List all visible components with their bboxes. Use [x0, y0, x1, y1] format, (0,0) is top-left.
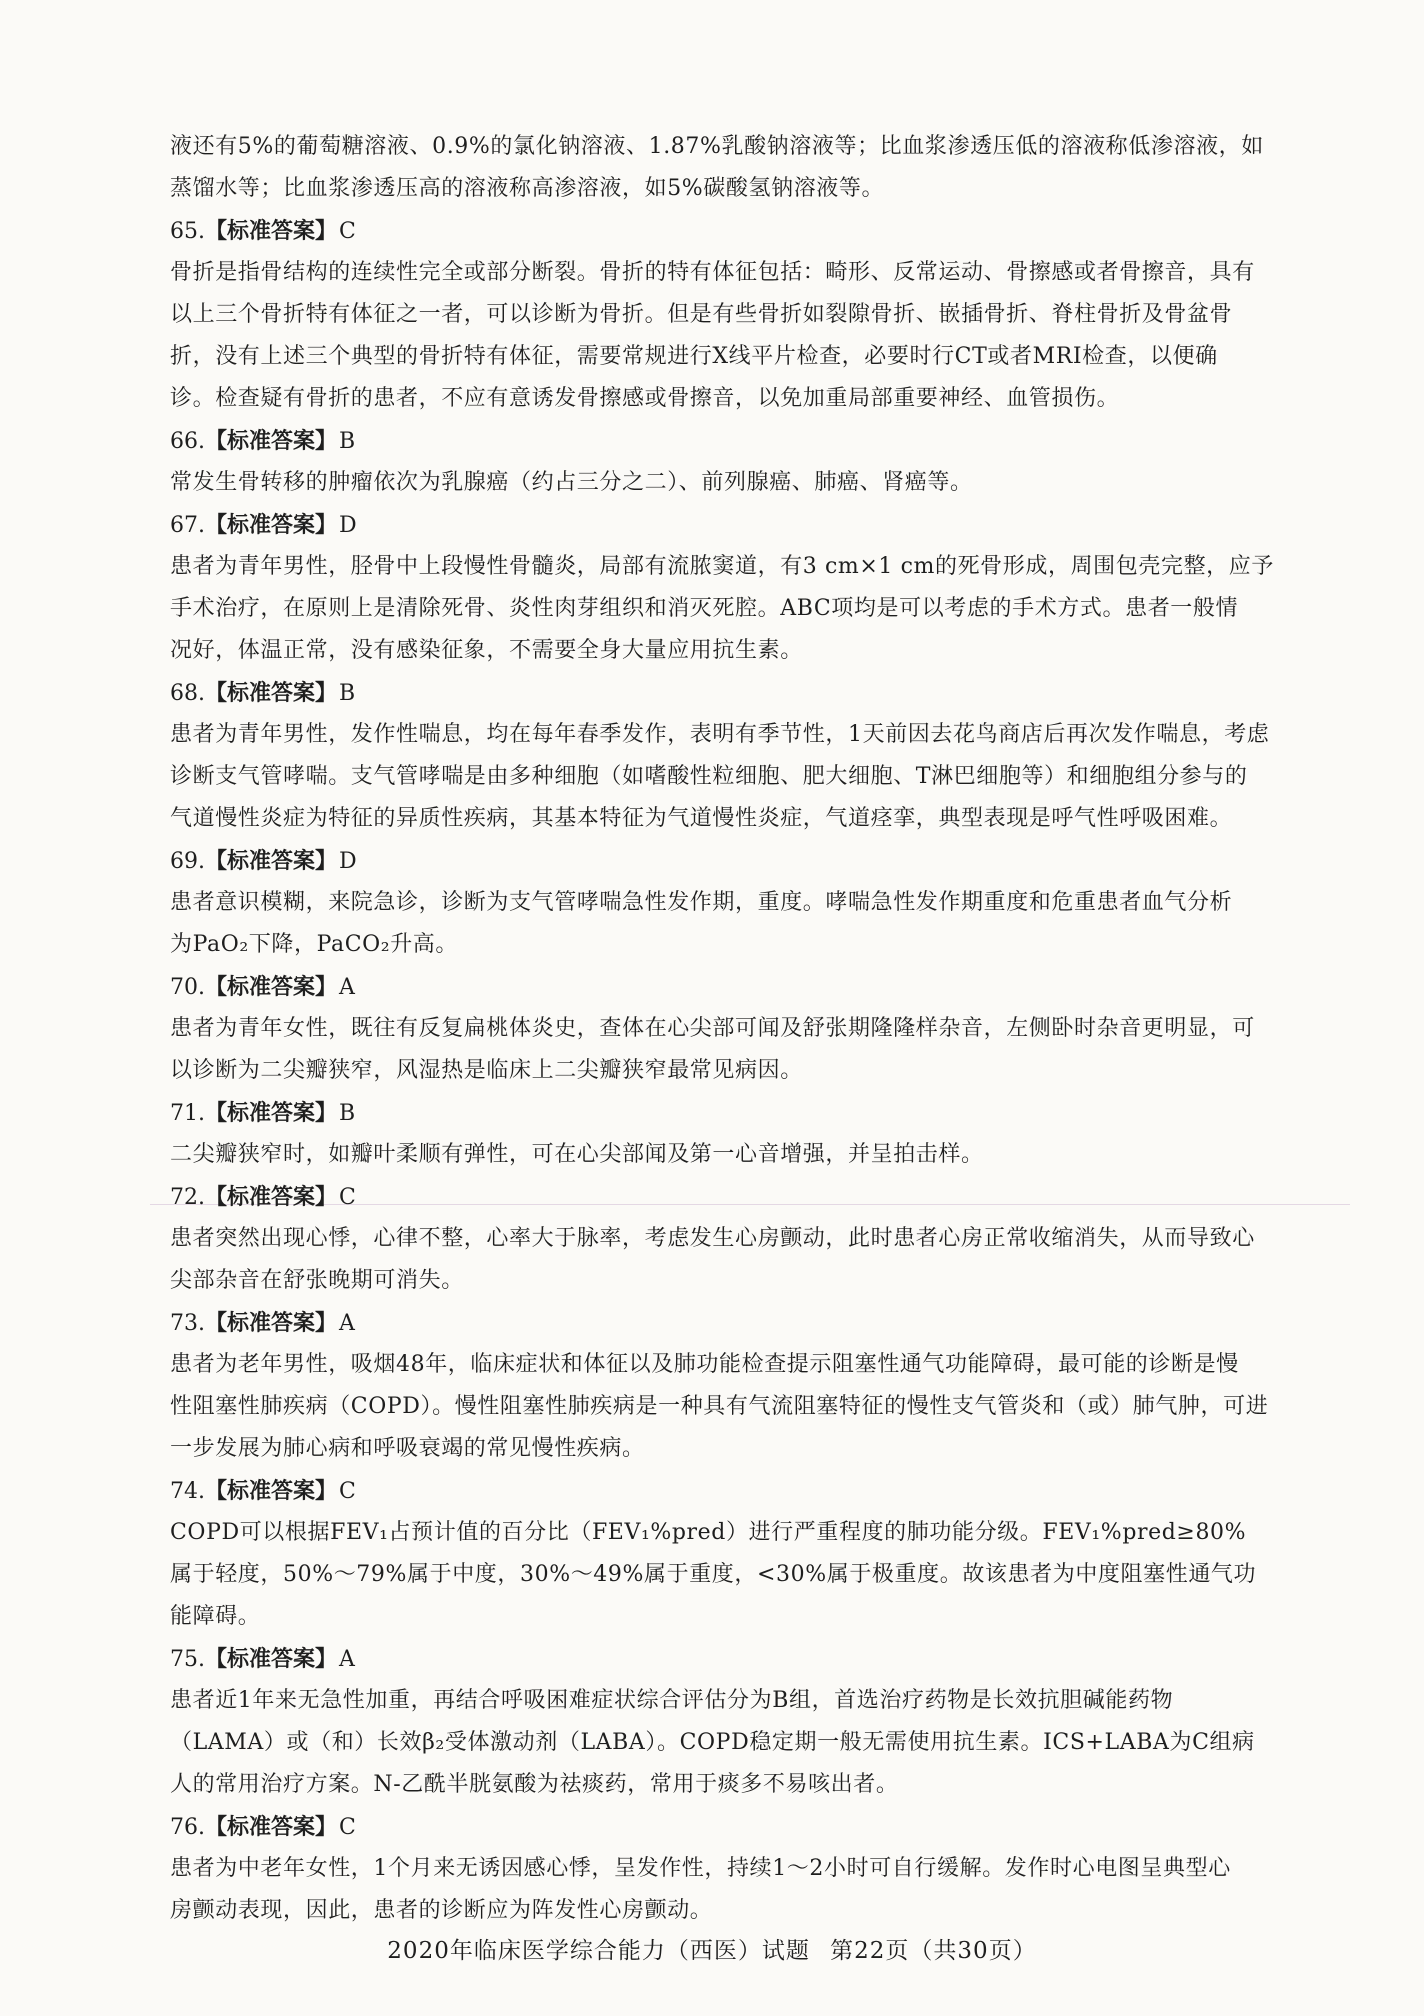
text-line: 人的常用治疗方案。N-乙酰半胱氨酸为祛痰药，常用于痰多不易咳出者。 — [170, 1772, 899, 1797]
answer-content — [170, 126, 1320, 1932]
text-line: 患者意识模糊，来院急诊，诊断为支气管哮喘急性发作期，重度。哮喘急性发作期重度和危重患者血气分析 — [170, 890, 1233, 915]
standard-answer-label: 【标准答案】 — [205, 1100, 338, 1126]
answer-item — [170, 210, 1320, 420]
text-line: 二尖瓣狭窄时，如瓣叶柔顺有弹性，可在心尖部闻及第一心音增强，并呈拍击样。 — [170, 1142, 984, 1167]
answer-letter: C — [339, 219, 356, 244]
answer-letter: A — [339, 1647, 355, 1672]
text-line: 一步发展为肺心病和呼吸衰竭的常见慢性疾病。 — [170, 1436, 645, 1461]
answer-heading — [170, 1806, 1320, 1848]
text-line: 液还有5%的葡萄糖溶液、0.9%的氯化钠溶液、1.87%乳酸钠溶液等；比血浆渗透压低的溶液称低渗溶液，如 — [170, 134, 1264, 159]
text-line: 诊。检查疑有骨折的患者，不应有意诱发骨擦感或骨擦音，以免加重局部重要神经、血管损伤。 — [170, 386, 1120, 411]
question-number: 75. — [170, 1647, 205, 1672]
text-line: 尖部杂音在舒张晚期可消失。 — [170, 1268, 464, 1293]
answer-heading — [170, 1470, 1320, 1512]
text-line: 患者近1年来无急性加重，再结合呼吸困难症状综合评估分为B组，首选治疗药物是长效抗胆碱能药物 — [170, 1688, 1174, 1713]
text-line: 况好，体温正常，没有感染征象，不需要全身大量应用抗生素。 — [170, 638, 803, 663]
explanation — [170, 714, 1320, 840]
answer-item — [170, 1638, 1320, 1806]
answer-heading — [170, 420, 1320, 462]
answer-letter: C — [339, 1185, 356, 1210]
text-line: 患者为中老年女性，1个月来无诱因感心悸，呈发作性，持续1～2小时可自行缓解。发作时心电图呈典型心 — [170, 1856, 1231, 1881]
text-line: 气道慢性炎症为特征的异质性疾病，其基本特征为气道慢性炎症，气道痉挛，典型表现是呼气性呼吸困难。 — [170, 806, 1233, 831]
answer-item — [170, 840, 1320, 966]
standard-answer-label: 【标准答案】 — [205, 1814, 338, 1840]
explanation — [170, 1680, 1320, 1806]
text-line: 以诊断为二尖瓣狭窄，风湿热是临床上二尖瓣狭窄最常见病因。 — [170, 1058, 803, 1083]
explanation — [170, 1344, 1320, 1470]
answer-heading — [170, 840, 1320, 882]
question-number: 65. — [170, 219, 205, 244]
text-line: 患者为青年男性，发作性喘息，均在每年春季发作，表明有季节性，1天前因去花鸟商店后再次发作喘息，考虑 — [170, 722, 1270, 747]
answer-heading — [170, 672, 1320, 714]
answer-heading — [170, 1092, 1320, 1134]
intro-paragraph — [170, 126, 1320, 210]
question-number: 71. — [170, 1101, 205, 1126]
explanation — [170, 252, 1320, 420]
standard-answer-label: 【标准答案】 — [205, 512, 338, 538]
text-line: 患者为青年女性，既往有反复扁桃体炎史，查体在心尖部可闻及舒张期隆隆样杂音，左侧卧时杂音更明显，可 — [170, 1016, 1255, 1041]
explanation — [170, 1008, 1320, 1092]
text-line: 以上三个骨折特有体征之一者，可以诊断为骨折。但是有些骨折如裂隙骨折、嵌插骨折、脊柱骨折及骨盆骨 — [170, 302, 1233, 327]
question-number: 70. — [170, 975, 205, 1000]
text-line: 属于轻度，50%～79%属于中度，30%～49%属于重度，<30%属于极重度。故该患者为中度阻塞性通气功 — [170, 1562, 1257, 1587]
answer-item — [170, 1470, 1320, 1638]
explanation — [170, 1848, 1320, 1932]
question-number: 76. — [170, 1815, 205, 1840]
answer-heading — [170, 504, 1320, 546]
text-line: 为PaO₂下降，PaCO₂升高。 — [170, 932, 459, 957]
standard-answer-label: 【标准答案】 — [205, 848, 338, 874]
answer-letter: D — [339, 849, 357, 874]
text-line: 骨折是指骨结构的连续性完全或部分断裂。骨折的特有体征包括：畸形、反常运动、骨擦感或者骨擦音，具有 — [170, 260, 1255, 285]
text-line: 折，没有上述三个典型的骨折特有体征，需要常规进行X线平片检查，必要时行CT或者MRI检查，以便确 — [170, 344, 1218, 369]
standard-answer-label: 【标准答案】 — [205, 1646, 338, 1672]
answer-heading — [170, 1638, 1320, 1680]
answer-letter: D — [339, 513, 357, 538]
question-number: 67. — [170, 513, 205, 538]
text-line: 蒸馏水等；比血浆渗透压高的溶液称高渗溶液，如5%碳酸氢钠溶液等。 — [170, 176, 885, 201]
answer-letter: A — [339, 1311, 355, 1336]
text-line: 患者为老年男性，吸烟48年，临床症状和体征以及肺功能检查提示阻塞性通气功能障碍，最可能的诊断是慢 — [170, 1352, 1239, 1377]
answer-item — [170, 1176, 1320, 1302]
standard-answer-label: 【标准答案】 — [205, 1184, 338, 1210]
explanation — [170, 882, 1320, 966]
answer-item — [170, 420, 1320, 504]
question-number: 74. — [170, 1479, 205, 1504]
text-line: （LAMA）或（和）长效β₂受体激动剂（LABA）。COPD稳定期一般无需使用抗生素。ICS+LABA为C组病 — [170, 1730, 1255, 1755]
explanation — [170, 1134, 1320, 1176]
answer-letter: B — [339, 429, 356, 454]
page-footer — [0, 1932, 1424, 1965]
answer-item — [170, 966, 1320, 1092]
answer-heading — [170, 1302, 1320, 1344]
explanation — [170, 1218, 1320, 1302]
question-number: 69. — [170, 849, 205, 874]
explanation — [170, 1512, 1320, 1638]
text-line: 常发生骨转移的肿瘤依次为乳腺癌（约占三分之二）、前列腺癌、肺癌、肾癌等。 — [170, 470, 973, 495]
standard-answer-label: 【标准答案】 — [205, 680, 338, 706]
question-number: 68. — [170, 681, 205, 706]
text-line: 性阻塞性肺疾病（COPD）。慢性阻塞性肺疾病是一种具有气流阻塞特征的慢性支气管炎和（或）肺气肿，可进 — [170, 1394, 1269, 1419]
answer-item — [170, 672, 1320, 840]
answer-letter: B — [339, 681, 356, 706]
standard-answer-label: 【标准答案】 — [205, 974, 338, 1000]
text-line: 患者突然出现心悸，心律不整，心率大于脉率，考虑发生心房颤动，此时患者心房正常收缩消失，从而导致心 — [170, 1226, 1255, 1251]
standard-answer-label: 【标准答案】 — [205, 1478, 338, 1504]
standard-answer-label: 【标准答案】 — [205, 428, 338, 454]
text-line: 诊断支气管哮喘。支气管哮喘是由多种细胞（如嗜酸性粒细胞、肥大细胞、T淋巴细胞等）和细胞组分参与的 — [170, 764, 1248, 789]
exam-title: 2020年临床医学综合能力（西医）试题 — [387, 1938, 810, 1964]
explanation — [170, 462, 1320, 504]
text-line: 能障碍。 — [170, 1604, 261, 1629]
answer-letter: C — [339, 1479, 356, 1504]
text-line: 房颤动表现，因此，患者的诊断应为阵发性心房颤动。 — [170, 1898, 713, 1923]
text-line: 患者为青年男性，胫骨中上段慢性骨髓炎，局部有流脓窦道，有3 cm×1 cm的死骨形成，周围包壳完整，应予 — [170, 554, 1274, 579]
answer-heading — [170, 210, 1320, 252]
question-number: 66. — [170, 429, 205, 454]
answer-letter: B — [339, 1101, 356, 1126]
standard-answer-label: 【标准答案】 — [205, 1310, 338, 1336]
standard-answer-label: 【标准答案】 — [205, 218, 338, 244]
question-number: 72. — [170, 1185, 205, 1210]
text-line: 手术治疗，在原则上是清除死骨、炎性肉芽组织和消灭死腔。ABC项均是可以考虑的手术方式。患者一般情 — [170, 596, 1239, 621]
answer-heading — [170, 966, 1320, 1008]
answer-heading — [170, 1176, 1320, 1218]
explanation — [170, 546, 1320, 672]
answer-item — [170, 1302, 1320, 1470]
answer-item — [170, 1092, 1320, 1176]
text-line: COPD可以根据FEV₁占预计值的百分比（FEV₁%pred）进行严重程度的肺功能分级。FEV₁%pred≥80% — [170, 1520, 1247, 1545]
page-number: 第22页（共30页） — [830, 1938, 1037, 1964]
question-list — [170, 210, 1320, 1932]
question-number: 73. — [170, 1311, 205, 1336]
answer-letter: C — [339, 1815, 356, 1840]
answer-item — [170, 504, 1320, 672]
answer-letter: A — [339, 975, 355, 1000]
answer-item — [170, 1806, 1320, 1932]
